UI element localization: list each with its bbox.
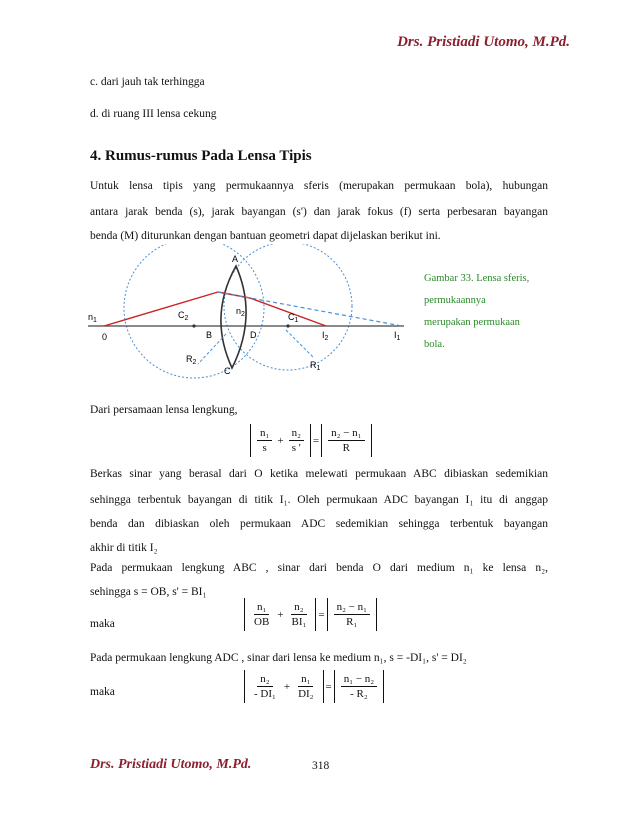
para3: Pada permukaan lengkung ADC , sinar dari lensa ke medium n₁, s = -DI₁, s' = DI₂	[90, 652, 467, 664]
intro-line-2: antara jarak benda (s), jarak bayangan (s') dan jarak fokus (f) serta perbesaran bayangan	[90, 206, 548, 218]
footer-author: Drs. Pristiadi Utomo, M.Pd.	[90, 757, 252, 772]
label-a: A	[232, 254, 239, 264]
eq3-right-bracket-group	[334, 670, 384, 703]
para1-line-4: akhir di titik I₂	[90, 542, 158, 554]
label-c2: $C_2$	[178, 310, 189, 322]
eq2-term1-denominator: OB	[254, 616, 270, 628]
eq3-term2-denominator: DI₂	[298, 688, 314, 700]
figure-caption	[424, 268, 529, 356]
label-b: B	[206, 330, 213, 340]
eq3-plus: +	[283, 680, 291, 693]
para1-line-3: benda dan dibiaskan oleh permukaan ADC sedemikian sehingga terbentuk bayangan	[90, 518, 548, 530]
eq3-term1-denominator: - DI₁	[254, 688, 276, 700]
section-title: 4. Rumus-rumus Pada Lensa Tipis	[90, 148, 312, 164]
eq1-term1-numerator: n₁	[257, 426, 272, 441]
eq2-term2-denominator: BI₁	[291, 616, 307, 628]
label-r2: $R_2$	[186, 354, 197, 366]
maka-label-2: maka	[90, 686, 115, 698]
eq2-rhs-numerator: n₂ − n₁	[334, 600, 370, 615]
eq3-rhs-numerator: n₁ − n₂	[341, 672, 377, 687]
surface-circle-left	[224, 244, 352, 370]
para2-line-1: Pada permukaan lengkung ABC , sinar dari benda O dari medium n₁ ke lensa n₂,	[90, 562, 548, 574]
eq3-term1-numerator: n₂	[257, 672, 272, 687]
eq2-term1-numerator: n₁	[254, 600, 269, 615]
eq1-rhs-numerator: n₂ − n₁	[328, 426, 364, 441]
label-n2: $n_2$	[236, 306, 245, 318]
para1-line-1: Berkas sinar yang berasal dari O ketika melewati permukaan ABC dibiaskan sedemikian	[90, 468, 548, 480]
maka-label-1: maka	[90, 618, 115, 630]
eq2-left-bracket-group	[244, 598, 316, 631]
eq1-right-bracket-group	[321, 424, 371, 457]
eq1-term1-denominator: s	[262, 442, 267, 454]
equation-1	[250, 424, 372, 457]
equation-2	[244, 598, 377, 631]
equation-3	[244, 670, 384, 703]
eq3-rhs-denominator: - R₂	[350, 688, 368, 700]
page-number: 318	[312, 760, 330, 772]
eq3-equals: =	[325, 680, 332, 693]
point-c2	[192, 324, 195, 327]
eq1-rhs-denominator: R	[342, 442, 350, 454]
eq2-term2-numerator: n₂	[291, 600, 306, 615]
label-r1: $R_1$	[310, 360, 321, 372]
label-i2: $I_2$	[322, 330, 329, 342]
eq1-term2-denominator: s '	[291, 442, 301, 454]
intro-line-3: benda (M) diturunkan dengan bantuan geometri dapat dijelaskan berikut ini.	[90, 230, 441, 242]
header-author: Drs. Pristiadi Utomo, M.Pd.	[397, 34, 570, 50]
eq1-equals: =	[312, 434, 320, 447]
label-n1: $n_1$	[88, 312, 97, 324]
label-c1: $C_1$	[288, 312, 299, 324]
caption-line-4: bola.	[424, 339, 445, 350]
para2-line-2: sehingga s = OB, s' = BI₁	[90, 586, 207, 598]
eq2-plus: +	[277, 608, 284, 621]
label-c: C	[224, 366, 231, 376]
eq3-left-bracket-group	[244, 670, 324, 703]
eq3-term2-numerator: n₁	[298, 672, 313, 687]
caption-line-3: merupakan permukaan	[424, 317, 520, 328]
point-c1	[286, 324, 289, 327]
eq1-term2-numerator: n₂	[289, 426, 304, 441]
eq1-left-bracket-group	[250, 424, 311, 457]
para1-line-2: sehingga terbentuk bayangan di titik I₁. Oleh permukaan ADC bayangan I₁ itu di anggap	[90, 494, 548, 506]
eq1-plus: +	[277, 434, 284, 447]
eq2-right-bracket-group	[327, 598, 377, 631]
caption-line-1: Gambar 33. Lensa sferis,	[424, 273, 530, 284]
eq2-rhs-denominator: R₁	[346, 616, 358, 628]
lens-diagram	[86, 244, 418, 384]
caption-line-2: permukaannya	[424, 295, 486, 306]
label-i1: $I_1$	[394, 330, 401, 342]
list-item-c: c. dari jauh tak terhingga	[90, 76, 205, 88]
list-item-d: d. di ruang III lensa cekung	[90, 108, 217, 120]
ray-incident	[104, 292, 218, 326]
label-d: D	[250, 330, 257, 340]
radius-r1	[286, 330, 314, 358]
from-lens-equation-text: Dari persamaan lensa lengkung,	[90, 404, 238, 416]
intro-line-1: Untuk lensa tipis yang permukaannya sferis (merupakan permukaan bola), hubungan	[90, 180, 548, 192]
eq2-equals: =	[318, 608, 325, 621]
label-o: 0	[102, 332, 108, 342]
